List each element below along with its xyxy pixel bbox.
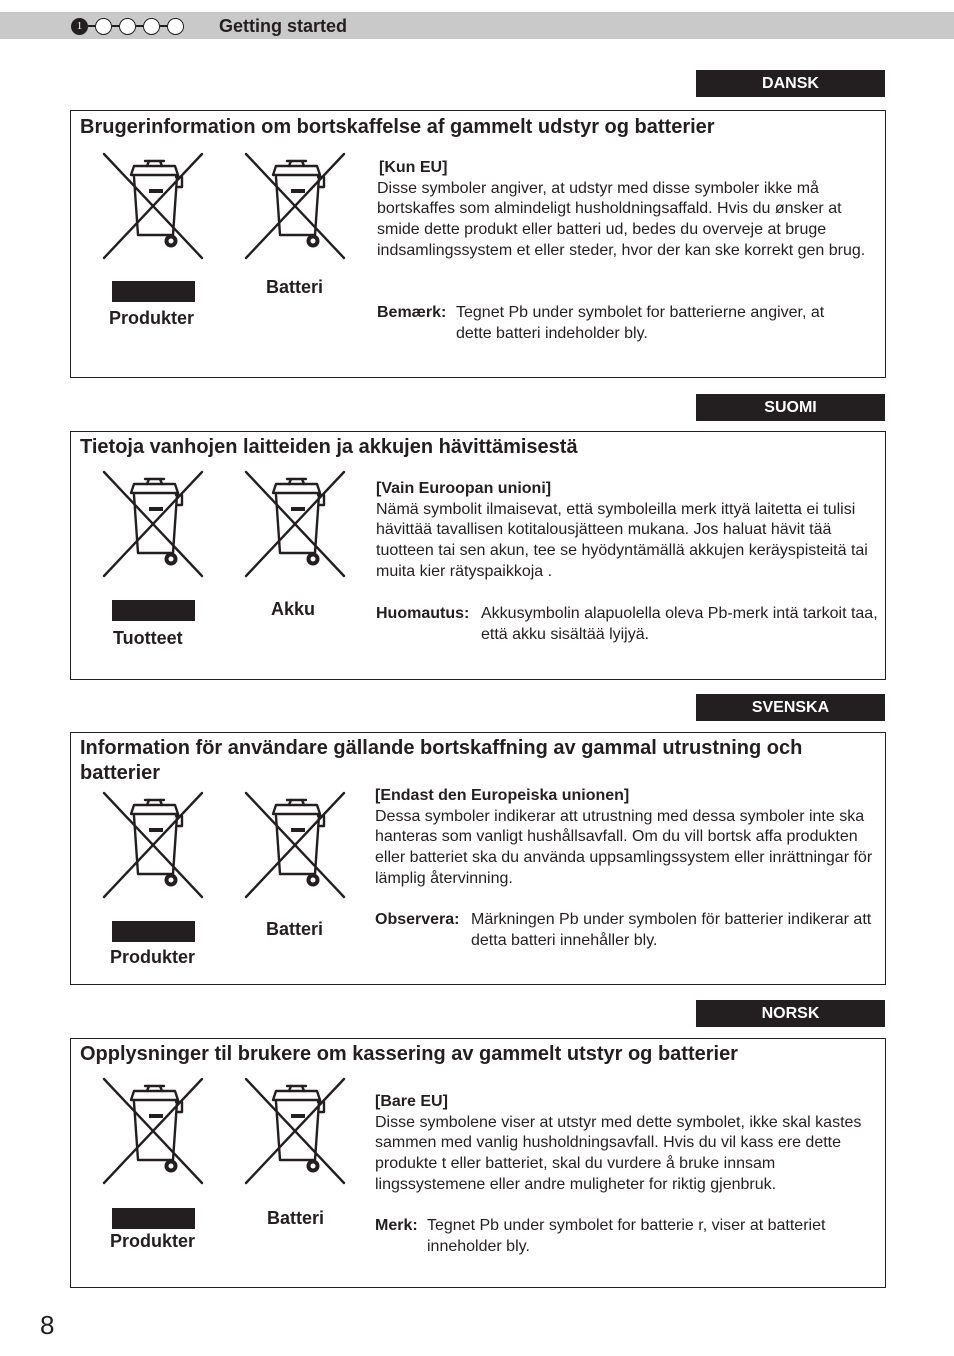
section-svenska — [70, 732, 886, 985]
bin-products-icon — [101, 790, 205, 900]
products-label: Produkter — [109, 308, 195, 328]
eu-heading: [Endast den Europeiska unionen] — [375, 787, 630, 804]
note-label: Observera: — [375, 911, 460, 928]
text-column — [377, 158, 879, 262]
note-body: Tegnet Pb under symbolet for batterie r, viser at batteriet inneholder bly. — [427, 1217, 826, 1255]
section-title: Tietoja vanhojen laitteiden ja akkujen hävittämisestä — [80, 436, 578, 458]
note-label: Bemærk: — [377, 304, 447, 321]
step-2 — [95, 18, 112, 35]
bin-battery-icon — [243, 790, 347, 900]
products-label: Produkter — [110, 947, 196, 967]
text-column — [375, 786, 881, 890]
page-number: 8 — [40, 1310, 55, 1340]
lang-tag-svenska: SVENSKA — [696, 694, 885, 721]
products-bar — [112, 921, 195, 942]
battery-label: Batteri — [266, 277, 324, 297]
products-bar — [112, 1208, 195, 1229]
step-5 — [167, 18, 184, 35]
bin-battery-icon — [243, 1076, 347, 1186]
products-label: Produkter — [110, 1231, 196, 1251]
bin-products-icon — [101, 151, 205, 261]
section-title: Opplysninger til brukere om kassering av gammelt utstyr og batterier — [80, 1043, 738, 1065]
battery-label: Batteri — [266, 919, 324, 939]
chapter-title: Getting started — [219, 16, 348, 36]
body-text: Dessa symboler indikerar att utrustning med dessa symboler inte ska hanteras som vanligt hushållsavfall. Om du vill bortsk affa produkten eller batteriet ska du använda uppsamlingssystem eller inrättningar för lämplig återvinning. — [375, 807, 873, 887]
text-column — [376, 479, 881, 583]
bin-battery-icon — [243, 469, 347, 579]
section-suomi — [70, 431, 886, 680]
section-dansk — [70, 110, 886, 378]
bin-products-icon — [101, 1076, 205, 1186]
body-text: Disse symbolene viser at utstyr med dette symbolet, ikke skal kastes sammen med vanlig husholdningsavfall. Hvis du vil kass ere dette produkte t eller batteriet, skal du vurdere å bruke innsam lingssystemene eller andre muligheter for riktig gjenbruk. — [375, 1113, 862, 1193]
note-label: Merk: — [375, 1217, 418, 1234]
body-text: Nämä symbolit ilmaisevat, että symboleilla merk ittyä laitetta ei tulisi hävittää tavallisen kotitalousjätteen mukana. Jos haluat hävit tää tuotteen tai sen akun, tee se hyödyntämällä akkujen keräyspisteitä tai muita kier rätyspaikkoja . — [376, 500, 868, 580]
section-title: Brugerinformation om bortskaffelse af gammelt udstyr og batterier — [80, 116, 715, 138]
bin-battery-icon — [243, 151, 347, 261]
text-column — [375, 1092, 881, 1196]
section-title: Information för användare gällande bortskaffning av gammal utrustning och batterier — [80, 737, 803, 784]
note — [375, 1216, 881, 1260]
step-connector — [112, 25, 119, 26]
section-norsk — [70, 1038, 886, 1288]
step-connector — [160, 25, 167, 26]
eu-heading: [Vain Euroopan unioni] — [376, 480, 552, 497]
eu-heading: [Bare EU] — [375, 1093, 448, 1110]
eu-heading: [Kun EU] — [379, 159, 448, 176]
note-body: Märkningen Pb under symbolen för batterier indikerar att detta batteri innehåller bly. — [471, 911, 872, 949]
lang-tag-suomi: SUOMI — [696, 394, 885, 421]
step-indicator — [71, 17, 184, 35]
step-4 — [143, 18, 160, 35]
note — [376, 604, 881, 648]
header-bar — [0, 12, 954, 39]
note-label: Huomautus: — [376, 605, 470, 622]
note — [375, 910, 881, 954]
battery-label: Batteri — [267, 1208, 325, 1228]
bin-products-icon — [101, 469, 205, 579]
products-label: Tuotteet — [113, 628, 183, 648]
step-connector — [136, 25, 143, 26]
lang-tag-norsk: NORSK — [696, 1000, 885, 1027]
step-1-active: 1 — [71, 18, 88, 35]
note-body: Tegnet Pb under symbolet for batterierne angiver, at dette batteri indeholder bly. — [456, 304, 825, 342]
lang-tag-dansk: DANSK — [696, 70, 885, 97]
products-bar — [112, 281, 195, 302]
body-text: Disse symboler angiver, at udstyr med disse symboler ikke må bortskaffes som almindeligt husholdningsaffald. Hvis du ønsker at smide dette produkt eller batteri ud, bedes du overveje at bruge indsamlingssystem et eller steder, hvor der kan ske korrekt gen brug. — [377, 179, 866, 259]
step-connector — [88, 25, 95, 26]
note-body: Akkusymbolin alapuolella oleva Pb-merk intä tarkoit taa, että akku sisältää lyijyä. — [481, 605, 878, 643]
note — [377, 303, 879, 347]
step-3 — [119, 18, 136, 35]
products-bar — [112, 600, 195, 621]
battery-label: Akku — [271, 599, 316, 619]
